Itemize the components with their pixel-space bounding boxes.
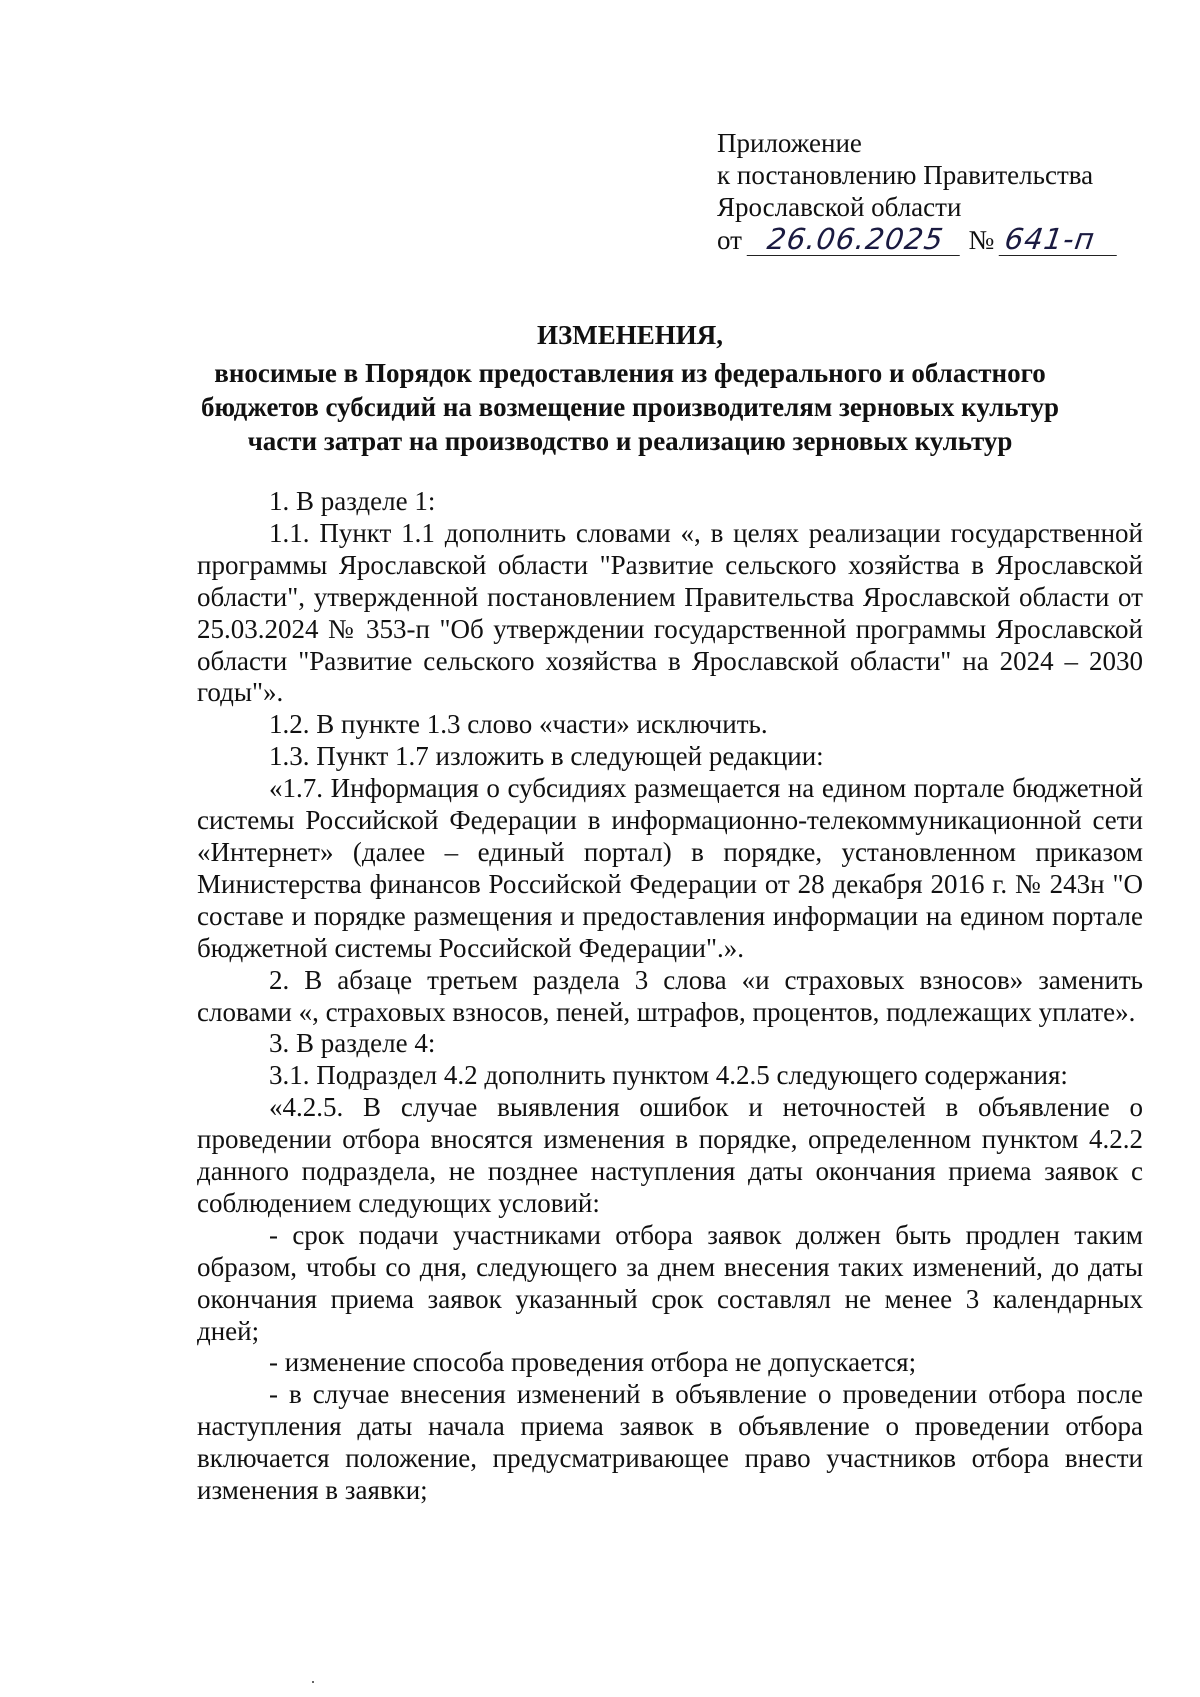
appendix-date-number-line — [717, 223, 1157, 256]
appendix-header — [717, 127, 1157, 256]
paragraph: - срок подачи участниками отбора заявок должен быть продлен таким образом, чтобы со дня, следующего за днем внесения таких изменений, до даты окончания приема заявок указанный срок составлял не менее 3 календарных дней; — [197, 1219, 1143, 1346]
paragraph: 1.2. В пункте 1.3 слово «части» исключить. — [269, 709, 768, 740]
date-prefix: от — [717, 225, 742, 255]
paragraph: «4.2.5. В случае выявления ошибок и неточностей в объявление о проведении отбора вносятся изменения в порядке, определенном пунктом 4.2.2 данного подраздела, не позднее наступления даты окончания приема заявок с соблюдением следующих условий: — [197, 1092, 1143, 1218]
paragraph: - в случае внесения изменений в объявление о проведении отбора после наступления даты начала приема заявок в объявление о проведении отбора включается положение, предусматривающее право участников отбора внести изменения в заявки; — [197, 1379, 1143, 1506]
title-subtitle: вносимые в Порядок предоставления из федерального и областного бюджетов субсидий на возмещение производителям зерновых культур части затрат на производство и реализацию зерновых культур — [201, 358, 1059, 456]
document-title — [190, 318, 1070, 458]
paragraph: «1.7. Информация о субсидиях размещается на едином портале бюджетной системы Российской Федерации в информационно-телекоммуникационной сети «Интернет» (далее – единый портал) в порядке, установленном приказом Министерства финансов Российской Федерации от 28 декабря 2016 г. № 243н "О составе и порядке размещения и предоставления информации на едином портале бюджетной системы Российской Федерации".». — [197, 773, 1143, 963]
handwritten-date: 26.06.2025 — [746, 223, 964, 256]
appendix-line-3: Ярославской области — [717, 192, 962, 222]
paragraph: 1. В разделе 1: — [269, 486, 436, 516]
scan-speck — [312, 1681, 314, 1683]
paragraph: 1.1. Пункт 1.1 дополнить словами «, в целях реализации государственной программы Ярославской области "Развитие сельского хозяйства в Ярославской области", утвержденной постановлением Правительства Ярославской области от 25.03.2024 № 353-п "Об утверждении государственной программы Ярославской области "Развитие сельского хозяйства в Ярославской области" на 2024 – 2030 годы"». — [197, 517, 1143, 708]
paragraph: - изменение способа проведения отбора не допускается; — [269, 1347, 917, 1378]
appendix-line-2: к постановлению Правительства — [717, 160, 1094, 190]
document-body — [197, 486, 1143, 1507]
appendix-line-1: Приложение — [717, 128, 862, 158]
paragraph: 1.3. Пункт 1.7 изложить в следующей редакции: — [269, 741, 824, 772]
paragraph: 2. В абзаце третьем раздела 3 слова «и страховых взносов» заменить словами «, страховых взносов, пеней, штрафов, процентов, подлежащих уплате». — [197, 964, 1143, 1027]
paragraph: 3. В разделе 4: — [269, 1028, 436, 1059]
handwritten-number: 641-п — [999, 223, 1122, 256]
number-prefix: № — [968, 225, 995, 255]
title-main: ИЗМЕНЕНИЯ, — [536, 320, 723, 350]
paragraph: 3.1. Подраздел 4.2 дополнить пунктом 4.2.5 следующего содержания: — [269, 1060, 1068, 1091]
